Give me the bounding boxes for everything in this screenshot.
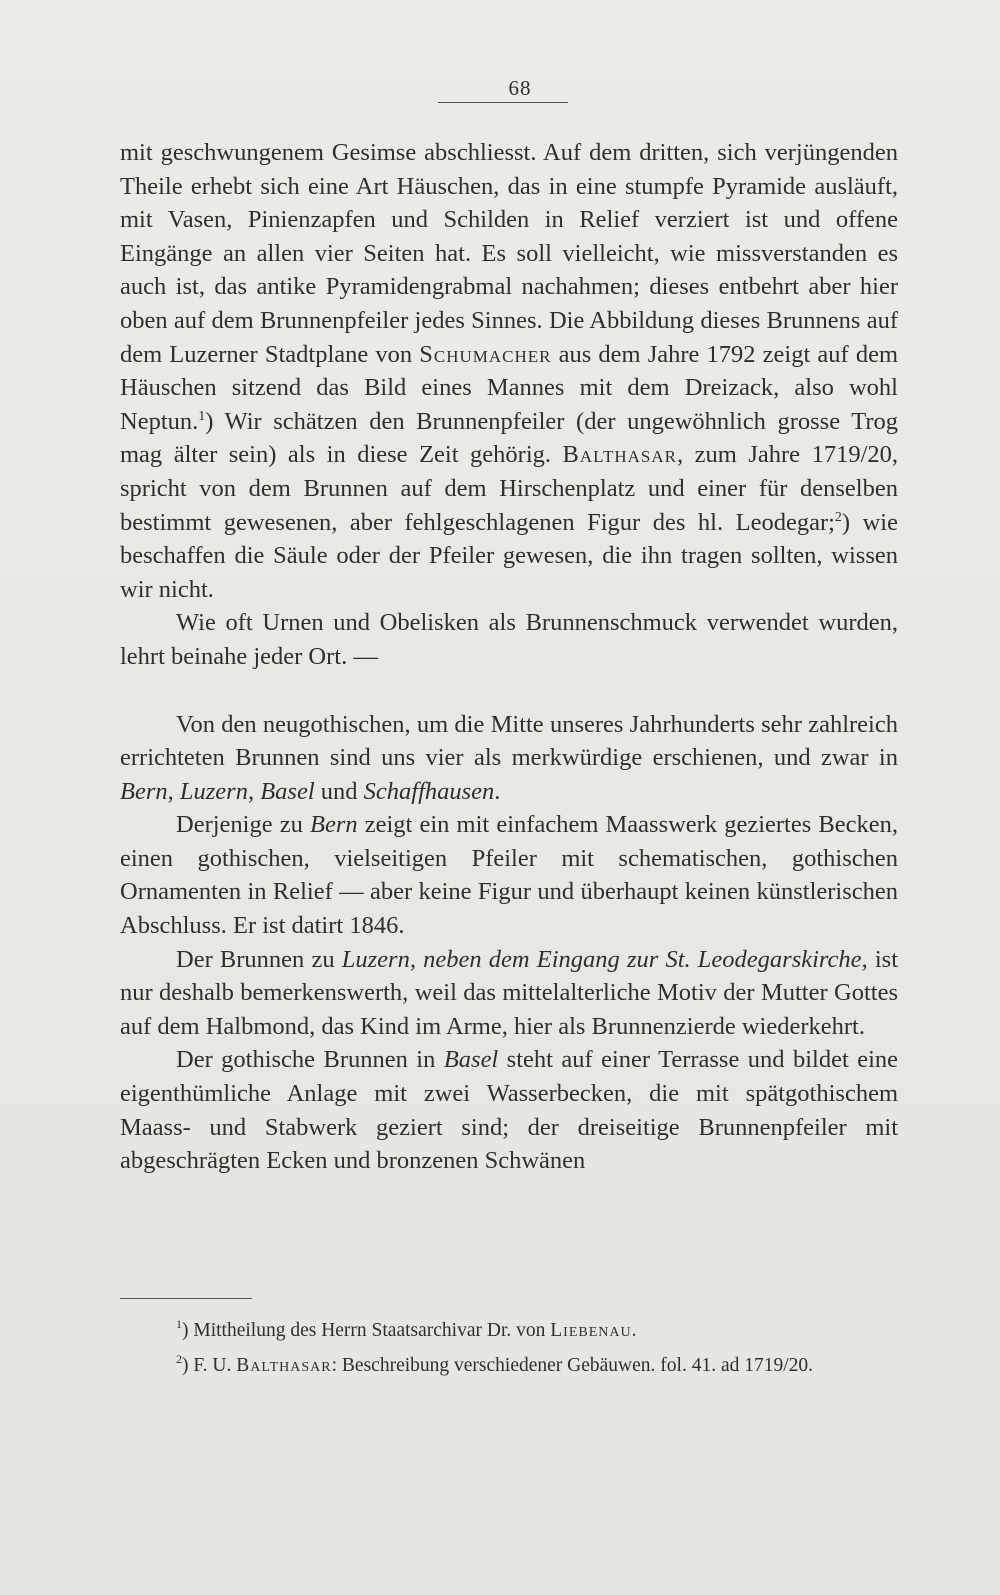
- text-run: zeigt ein mit einfachem Maasswerk geziertes Becken, einen gothischen, vielseitigen Pfeiler mit schematischen, gothischen Ornamenten in Relief — aber keine Figur und überhaupt keinen künstlerischen Abschluss. Er ist datirt 1846.: [120, 811, 898, 940]
- paragraph-2: [120, 606, 898, 673]
- place-basel: Basel: [260, 777, 315, 805]
- author-name-balthasar: Balthasar: [562, 441, 677, 469]
- author-name-balthasar: Balthasar: [236, 1355, 332, 1376]
- text-run: ) wie beschaffen die Säule oder der Pfeiler gewesen, die ihn tragen sollten, wissen wir nicht.: [120, 508, 898, 603]
- paragraph-1: [120, 136, 898, 606]
- footnote-ref-1[interactable]: 1: [198, 408, 206, 424]
- text-run: , zum Jahre 1719/20, spricht von dem Brunnen auf dem Hirschenplatz und einer für denselben bestimmt gewesenen, aber fehlgeschlagenen Figur des hl. Leodegar;: [120, 441, 898, 536]
- text-run: ,: [247, 777, 261, 805]
- footnote-ref-2[interactable]: 2: [834, 509, 842, 525]
- text-run: Der gothische Brunnen in: [176, 1046, 444, 1074]
- footnote-rule: [120, 1298, 252, 1299]
- footnote-marker: 1: [176, 1317, 182, 1331]
- text-run: Der Brunnen zu: [176, 945, 342, 973]
- paragraph-4: [120, 808, 898, 942]
- text-run: Von den neugothischen, um die Mitte unseres Jahrhunderts sehr zahlreich errichteten Brunnen sind uns vier als merkwürdige erschienen, und zwar in: [120, 710, 898, 772]
- text-run: und: [314, 777, 364, 805]
- place-bern: Bern: [120, 777, 168, 805]
- footnote-1: [120, 1310, 898, 1345]
- page-number: 68: [508, 76, 532, 100]
- place-schaffhausen: Schaffhausen: [363, 777, 495, 805]
- author-name-schumacher: Schumacher: [419, 340, 552, 368]
- footnote-text: : Beschreibung verschiedener Gebäuwen. fol. 41. ad 1719/20.: [331, 1355, 814, 1376]
- paragraph-3: [120, 708, 898, 809]
- place-luzern: Luzern: [179, 777, 248, 805]
- paragraph-6: [120, 1043, 898, 1177]
- footnote-2: [120, 1345, 898, 1380]
- place-basel: Basel: [443, 1046, 499, 1074]
- text-run: steht auf einer Terrasse und bildet eine eigenthümliche Anlage mit zwei Wasserbecken, die mit spätgothischem Maass- und Stabwerk geziert sind; der dreiseitige Brunnenpfeiler mit abgeschrägten Ecken und bronzenen Schwänen: [120, 1046, 898, 1175]
- text-run: mit geschwungenem Gesimse abschliesst. Auf dem dritten, sich verjüngenden Theile erhebt sich eine Art Häuschen, das in eine stumpfe Pyramide ausläuft, mit Vasen, Pinienzapfen und Schilden in Relief verziert ist und offene Eingänge an allen vier Seiten hat. Es soll vielleicht, wie missverstanden es auch ist, das antike Pyramidengrabmal nachahmen; dieses entbehrt aber hier oben auf dem Brunnenpfeiler jedes Sinnes. Die Abbildung dieses Brunnens auf dem Luzerner Stadtplane von: [120, 139, 898, 368]
- text-run: ) Wir schätzen den Brunnenpfeiler (der ungewöhnlich grosse Trog mag älter sein) als in diese Zeit gehörig.: [120, 407, 898, 469]
- header-rule: [438, 102, 568, 103]
- text-run: .: [494, 777, 501, 805]
- author-name-liebenau: Liebenau: [550, 1320, 632, 1341]
- footnote-marker: 2: [176, 1352, 182, 1366]
- text-run: , ist nur deshalb bemerkenswerth, weil das mittelalterliche Motiv der Mutter Gottes auf dem Halbmond, das Kind im Arme, hier als Brunnenzierde wiederkehrt.: [120, 945, 899, 1040]
- footnote-text: ) F. U.: [182, 1355, 237, 1376]
- main-text: [120, 136, 898, 1178]
- paragraph-5: [120, 943, 898, 1044]
- text-run: ,: [167, 777, 180, 805]
- text-run: Derjenige zu: [176, 811, 310, 839]
- place-luzern-leodegarskirche: Luzern, neben dem Eingang zur St. Leodegarskirche: [341, 945, 862, 973]
- place-bern: Bern: [309, 811, 358, 839]
- section-gap: [120, 674, 898, 708]
- text-run: aus dem Jahre 1792 zeigt auf dem Häuschen sitzend das Bild eines Mannes mit dem Dreizack, also wohl Neptun.: [120, 340, 898, 435]
- footnote-text: .: [631, 1320, 637, 1341]
- footnotes: [120, 1310, 898, 1380]
- text-run: Wie oft Urnen und Obelisken als Brunnenschmuck verwendet wurden, lehrt beinahe jeder Ort. —: [120, 609, 898, 670]
- footnote-text: ) Mittheilung des Herrn Staatsarchivar Dr. von: [182, 1320, 551, 1341]
